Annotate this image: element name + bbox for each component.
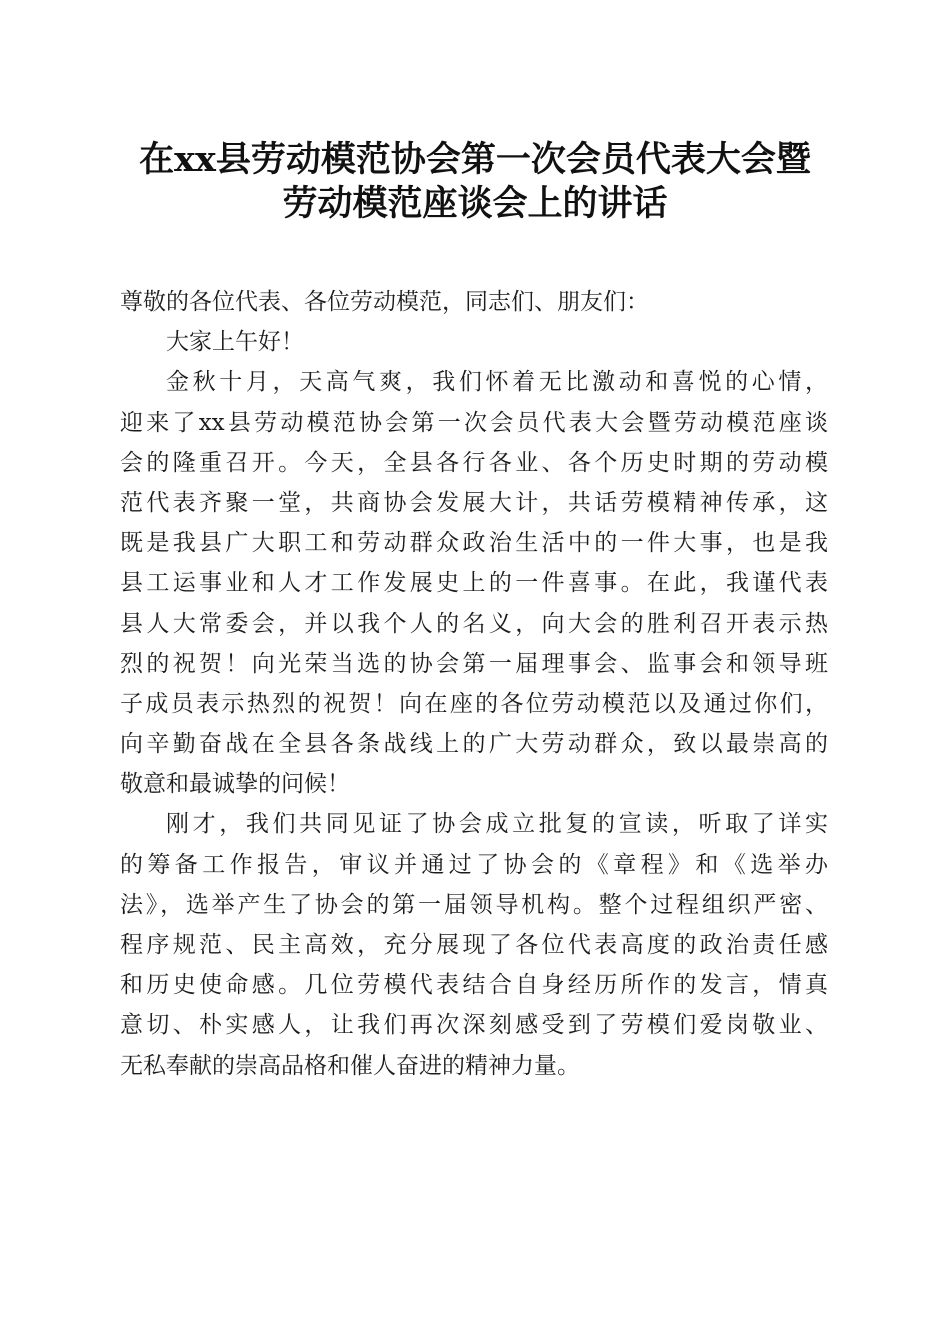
paragraph-2-line: 和历史使命感。几位劳模代表结合自身经历所作的发言，情真 <box>120 972 828 999</box>
paragraph-1-line: 县人大常委会，并以我个人的名义，向大会的胜利召开表示热 <box>120 610 828 637</box>
paragraph-1-line: 金秋十月，天高气爽，我们怀着无比激动和喜悦的心情， <box>166 369 828 396</box>
greeting-line: 大家上午好！ <box>166 329 304 356</box>
paragraph-1-line: 县工运事业和人才工作发展史上的一件喜事。在此，我谨代表 <box>120 570 828 597</box>
paragraph-1-line: 向辛勤奋战在全县各条战线上的广大劳动群众，致以最崇高的 <box>120 731 828 758</box>
paragraph-1-line: 迎来了xx县劳动模范协会第一次会员代表大会暨劳动模范座谈 <box>120 409 828 436</box>
paragraph-2-line: 意切、朴实感人，让我们再次深刻感受到了劳模们爱岗敬业、 <box>120 1012 828 1039</box>
paragraph-1-line: 子成员表示热烈的祝贺！向在座的各位劳动模范以及通过你们， <box>120 690 828 717</box>
paragraph-1-line: 烈的祝贺！向光荣当选的协会第一届理事会、监事会和领导班 <box>120 650 828 677</box>
paragraph-1-line: 既是我县广大职工和劳动群众政治生活中的一件大事，也是我 <box>120 530 828 557</box>
title-line-1: 在xx县劳动模范协会第一次会员代表大会暨 <box>139 139 811 180</box>
document-title <box>0 138 950 226</box>
paragraph-1-line: 会的隆重召开。今天，全县各行各业、各个历史时期的劳动模 <box>120 449 828 476</box>
paragraph-2-line: 刚才，我们共同见证了协会成立批复的宣读，听取了详实 <box>166 811 828 838</box>
paragraph-2-line: 法》，选举产生了协会的第一届领导机构。整个过程组织严密、 <box>120 891 828 918</box>
paragraph-1-line: 范代表齐聚一堂，共商协会发展大计，共话劳模精神传承，这 <box>120 489 828 516</box>
salutation-line: 尊敬的各位代表、各位劳动模范，同志们、朋友们： <box>120 289 649 315</box>
paragraph-2-line: 无私奉献的崇高品格和催人奋进的精神力量。 <box>120 1052 580 1079</box>
document-body <box>120 282 828 1086</box>
paragraph-2-line: 程序规范、民主高效，充分展现了各位代表高度的政治责任感 <box>120 932 828 958</box>
title-line-2: 劳动模范座谈会上的讲话 <box>282 183 668 224</box>
paragraph-2-line: 的筹备工作报告，审议并通过了协会的《章程》和《选举办 <box>120 851 828 878</box>
paragraph-1-line: 敬意和最诚挚的问候！ <box>120 771 350 798</box>
